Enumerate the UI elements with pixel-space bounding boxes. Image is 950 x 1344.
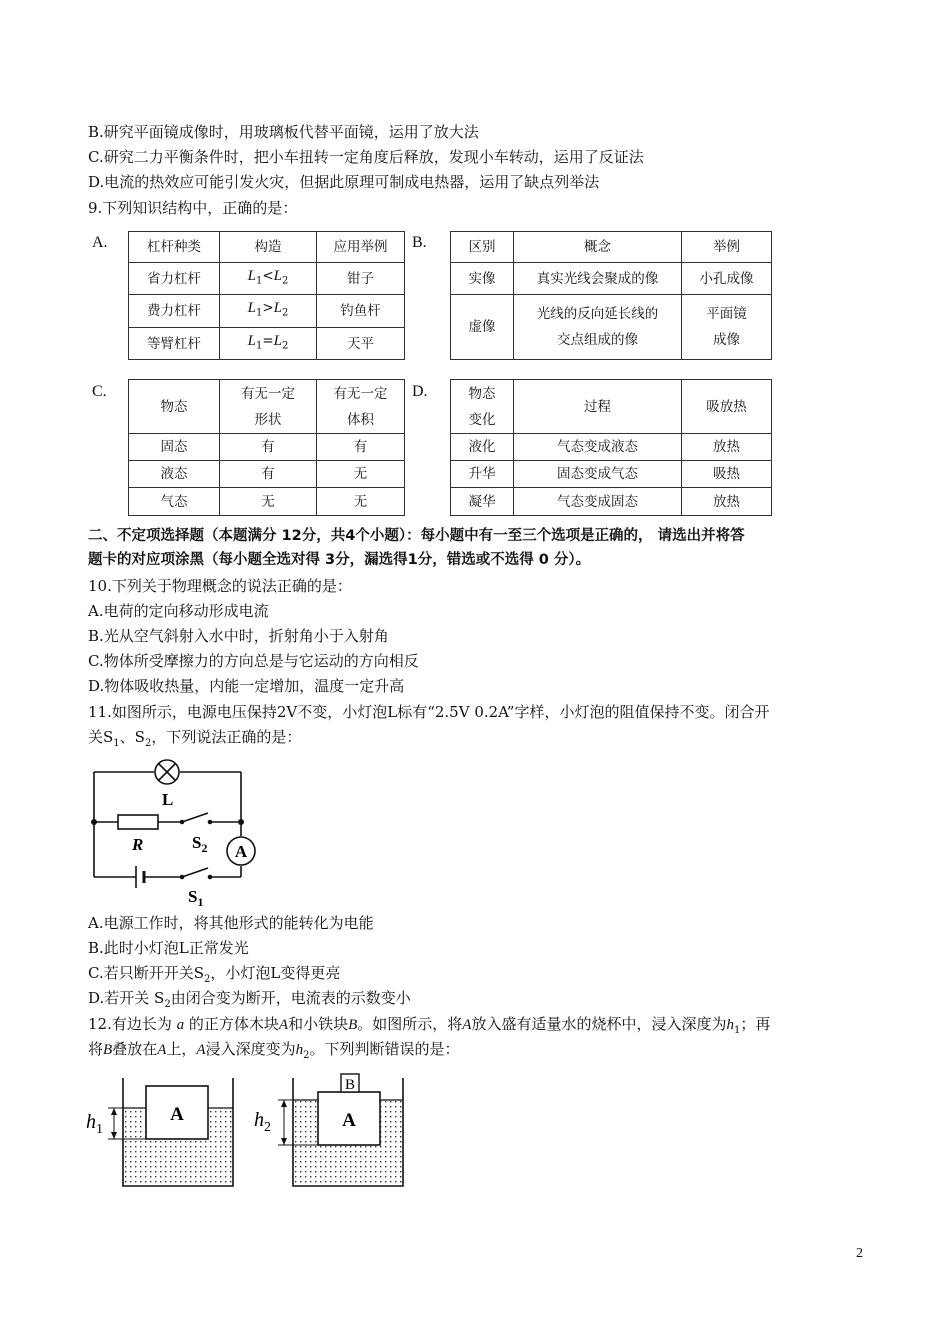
header-shape: 有无一定 形状 (220, 380, 317, 434)
lever-use-cell: 钳子 (317, 263, 405, 295)
q11-option-a: A.电源工作时，将其他形式的能转化为电能 (88, 914, 374, 932)
shape-cell: 有 (220, 434, 317, 461)
q9-stem: 9.下列知识结构中，正确的是： (88, 199, 298, 217)
state-cell: 液态 (129, 461, 220, 488)
table-b-label: B. (412, 234, 427, 251)
process-cell: 气态变成液态 (514, 434, 682, 461)
header-phase-change: 物态 变化 (451, 380, 514, 434)
junction-dot (238, 819, 244, 825)
header-state: 物态 (129, 380, 220, 434)
switch-pivot (180, 820, 185, 825)
image-example-cell: 平面镜 成像 (682, 295, 772, 360)
lever-table (128, 231, 405, 360)
battery-icon (136, 866, 144, 888)
h2-label: $h_2$ (254, 1109, 271, 1135)
section2-heading-line1: 二、不定项选择题（本题满分 12分，共4个小题）：每小题中有一至三个选项是正确的， 请选出并将答 (88, 528, 745, 544)
lever-structure-cell: $L_1=L_2$ (220, 328, 317, 360)
volume-cell: 有 (317, 434, 405, 461)
block-a-label: A (170, 1104, 184, 1125)
q11-option-b: B.此时小灯泡L正常发光 (88, 939, 249, 957)
image-concept-cell: 真实光线会聚成的像 (514, 263, 682, 295)
switch1-label: $S_1$ (188, 887, 204, 908)
header-concept: 概念 (514, 232, 682, 263)
q11-stem-line2: 关$S_1$、$S_2$，下列说法正确的是： (88, 728, 302, 749)
shape-cell: 有 (220, 461, 317, 488)
heat-cell: 放热 (682, 488, 772, 516)
switch-pivot (180, 875, 185, 880)
resistor-label: R (132, 835, 144, 854)
volume-cell: 无 (317, 488, 405, 516)
image-type-cell: 虚像 (451, 295, 514, 360)
process-cell: 固态变成气态 (514, 461, 682, 488)
lever-type-cell: 等臂杠杆 (129, 328, 220, 360)
lever-type-cell: 省力杠杆 (129, 263, 220, 295)
switch-contact (208, 875, 213, 880)
phase-cell: 凝华 (451, 488, 514, 516)
switch2-label: $S_2$ (192, 833, 208, 855)
state-cell: 固态 (129, 434, 220, 461)
junction-dot (91, 819, 97, 825)
header-example: 举例 (682, 232, 772, 263)
beaker-2 (254, 1074, 403, 1186)
q12-stem-line2: 将B叠放在A上，A浸入深度变为$h_2$。下列判断错误的是： (88, 1040, 460, 1061)
q10-option-a: A.电荷的定向移动形成电流 (88, 602, 269, 620)
lever-use-cell: 钓鱼杆 (317, 295, 405, 328)
q11-option-d: D.若开关 $S_2$由闭合变为断开，电流表的示数变小 (88, 989, 411, 1010)
state-cell: 气态 (129, 488, 220, 516)
q8-option-d: D.电流的热效应可能引发火灾，但据此原理可制成电热器，运用了缺点列举法 (88, 173, 600, 191)
table-d-label: D. (412, 383, 428, 400)
heat-cell: 放热 (682, 434, 772, 461)
lamp-label: L (162, 790, 174, 809)
beaker-figure (84, 1070, 414, 1195)
table-a-label: A. (92, 234, 108, 251)
image-concept-cell: 光线的反向延长线的 交点组成的像 (514, 295, 682, 360)
lever-structure-cell: $L_1<L_2$ (220, 263, 317, 295)
beaker-1 (86, 1078, 233, 1186)
block-b-label: B (344, 1077, 356, 1093)
volume-cell: 无 (317, 461, 405, 488)
q10-option-d: D.物体吸收热量，内能一定增加，温度一定升高 (88, 677, 405, 695)
q10-option-c: C.物体所受摩擦力的方向总是与它运动的方向相反 (88, 652, 419, 670)
header-process: 过程 (514, 380, 682, 434)
lever-use-cell: 天平 (317, 328, 405, 360)
q11-option-c: C.若只断开开关$S_2$，小灯泡L变得更亮 (88, 964, 341, 985)
phase-cell: 升华 (451, 461, 514, 488)
q8-option-c: C.研究二力平衡条件时，把小车扭转一定角度后释放，发现小车转动，运用了反证法 (88, 148, 644, 166)
image-type-cell: 实像 (451, 263, 514, 295)
header-difference: 区别 (451, 232, 514, 263)
image-table (450, 231, 772, 360)
page-number: 2 (856, 1246, 863, 1261)
block-a-label: A (342, 1110, 356, 1131)
h1-label: $h_1$ (86, 1111, 103, 1137)
image-example-cell: 小孔成像 (682, 263, 772, 295)
switch-contact (208, 820, 213, 825)
resistor-icon (118, 815, 158, 829)
state-table (128, 379, 405, 516)
lever-type-cell: 费力杠杆 (129, 295, 220, 328)
heat-cell: 吸热 (682, 461, 772, 488)
header-structure: 构造 (220, 232, 317, 263)
shape-cell: 无 (220, 488, 317, 516)
header-application: 应用举例 (317, 232, 405, 263)
process-cell: 气态变成固态 (514, 488, 682, 516)
q10-stem: 10.下列关于物理概念的说法正确的是： (88, 577, 352, 595)
section2-heading-line2: 题卡的对应项涂黑（每小题全选对得 3分，漏选得1分，错选或不选得 0 分）。 (88, 552, 591, 568)
lamp-icon (155, 760, 179, 784)
header-lever-type: 杠杆种类 (129, 232, 220, 263)
ammeter-label: A (234, 842, 248, 861)
header-heat: 吸放热 (682, 380, 772, 434)
q8-option-b: B.研究平面镜成像时，用玻璃板代替平面镜，运用了放大法 (88, 123, 479, 141)
phase-change-table (450, 379, 772, 516)
table-c-label: C. (92, 383, 107, 400)
q11-stem-line1: 11.如图所示，电源电压保持2V不变，小灯泡L标有“2.5V 0.2A”字样，小灯泡的阻值保持不变。闭合开 (88, 703, 770, 721)
q10-option-b: B.光从空气斜射入水中时，折射角小于入射角 (88, 627, 389, 645)
lever-structure-cell: $L_1>L_2$ (220, 295, 317, 328)
circuit-diagram (84, 758, 274, 908)
phase-cell: 液化 (451, 434, 514, 461)
q12-stem-line1: 12.有边长为 a 的正方体木块A和小铁块B。如图所示，将A放入盛有适量水的烧杯中，浸入深度为$h_1$；再 (88, 1015, 771, 1036)
header-volume: 有无一定 体积 (317, 380, 405, 434)
